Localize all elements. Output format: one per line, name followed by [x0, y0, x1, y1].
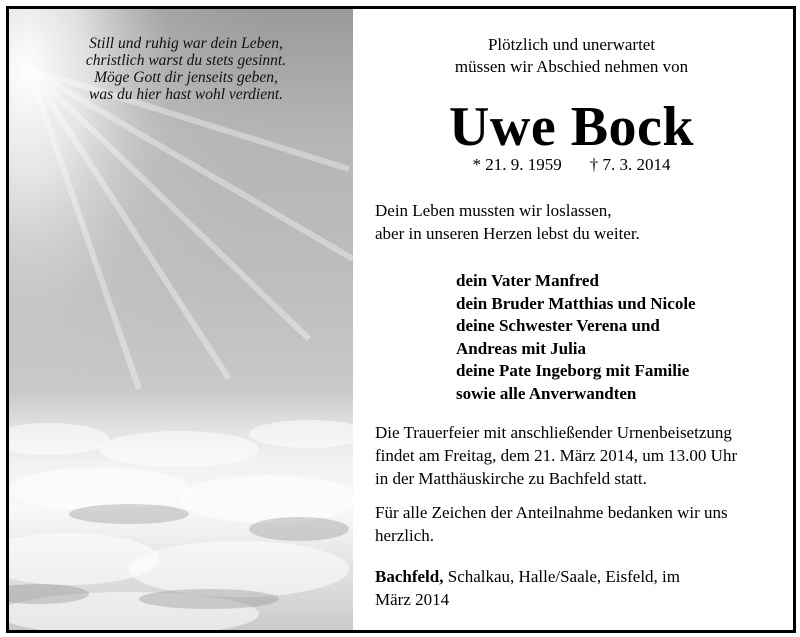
mourner: Andreas mit Julia [456, 338, 587, 358]
mourner: deine Schwester Verena und [456, 316, 660, 335]
place-line-2: März 2014 [375, 590, 450, 609]
poem [19, 35, 353, 103]
deceased-name: Uwe Bock [448, 96, 695, 158]
place-rest: Schalkau, Halle/Saale, Eisfeld, im [443, 567, 680, 586]
poem-line: was du hier hast wohl verdient. [88, 86, 284, 103]
death-date: † 7. 3. 2014 [589, 155, 671, 174]
mourners-list [456, 270, 696, 405]
mourner: deine Pate Ingeborg mit Familie [456, 361, 690, 380]
mourner: sowie alle Anverwandten [456, 383, 637, 403]
mourner: dein Vater Manfred [456, 271, 599, 290]
funeral-line: Die Trauerfeier mit anschließender Urnenbeisetzung [375, 423, 732, 442]
poem-line: Möge Gott dir jenseits geben, [94, 69, 278, 86]
funeral-info [375, 421, 785, 490]
funeral-line: findet am Freitag, dem 21. März 2014, um 13.00 Uhr [375, 446, 738, 465]
intro-line: müssen wir Abschied nehmen von [454, 57, 689, 76]
thanks-line: herzlich. [375, 526, 434, 545]
sky-clouds-image [9, 9, 353, 630]
quote-line: Dein Leben mussten wir loslassen, [375, 201, 612, 220]
intro-line: Plötzlich und unerwartet [487, 35, 656, 54]
quote-line: aber in unseren Herzen lebst du weiter. [375, 224, 640, 243]
mourner: dein Bruder Matthias und Nicole [456, 293, 696, 313]
thanks [375, 501, 785, 547]
place-date [375, 565, 785, 611]
funeral-line: in der Matthäuskirche zu Bachfeld statt. [375, 469, 647, 488]
thanks-line: Für alle Zeichen der Anteilnahme bedanken wir uns [375, 503, 728, 522]
life-dates [353, 154, 790, 176]
place-bold: Bachfeld, [375, 567, 444, 586]
intro [353, 34, 790, 78]
poem-line: Still und ruhig war dein Leben, [89, 35, 283, 52]
place-line [375, 565, 785, 588]
poem-line: christlich warst du stets gesinnt. [85, 52, 287, 69]
text-panel [353, 9, 790, 630]
birth-date: * 21. 9. 1959 [472, 155, 562, 174]
quote [375, 199, 785, 245]
